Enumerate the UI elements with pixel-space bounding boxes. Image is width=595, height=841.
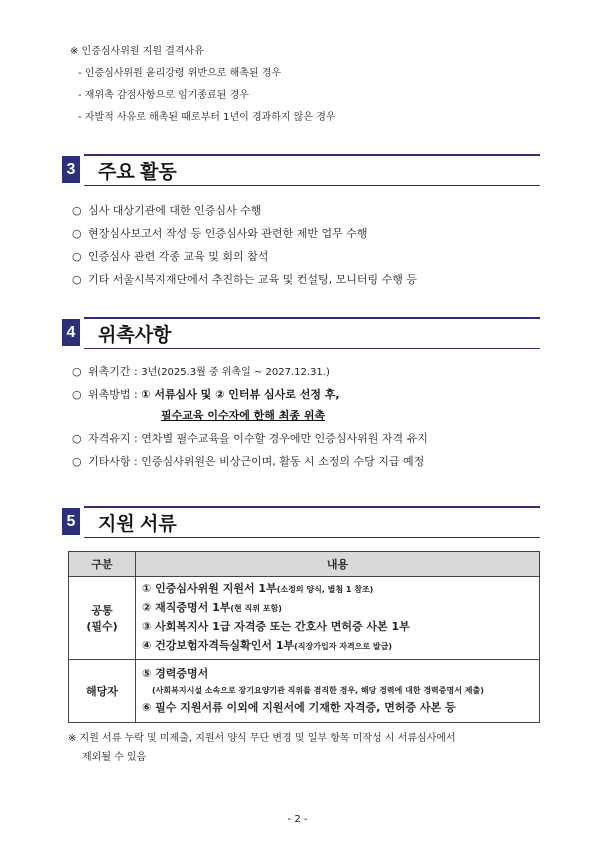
divider bbox=[84, 154, 540, 156]
document-item: ① 인증심사위원 지원서 1부(소정의 양식, 별첨 1 참조) bbox=[142, 582, 374, 595]
notice-item: - 재위촉 감점사항으로 임기종료된 경우 bbox=[78, 90, 249, 101]
section-header-activities bbox=[62, 152, 540, 188]
divider bbox=[84, 317, 540, 319]
divider bbox=[84, 506, 540, 508]
footnote: ※ 지원 서류 누락 및 미제출, 지원서 양식 무단 변경 및 일부 항목 미작성 시 서류심사에서 제외될 수 있음 bbox=[68, 733, 456, 763]
appointment-period: ○ 위촉기간 : 3년(2025.3월 중 위촉일 ~ 2027.12.31.) bbox=[72, 365, 330, 378]
table-header-row bbox=[69, 552, 540, 577]
notice-item: - 인증심사위원 윤리강령 위반으로 해촉된 경우 bbox=[78, 68, 282, 79]
section-title: 지원 서류 bbox=[98, 514, 177, 535]
section-number: 5 bbox=[62, 508, 80, 535]
table-row bbox=[69, 660, 540, 723]
documents-table bbox=[68, 551, 540, 723]
section-title: 위촉사항 bbox=[98, 325, 172, 346]
list-item: ○ 심사 대상기관에 대한 인증심사 수행 bbox=[72, 204, 262, 217]
divider bbox=[84, 185, 540, 186]
column-header: 내용 bbox=[136, 552, 540, 577]
section-number: 4 bbox=[62, 319, 80, 346]
notice-item: - 자발적 사유로 해촉된 때로부터 1년이 경과하지 않은 경우 bbox=[78, 112, 336, 123]
page-number: - 2 - bbox=[287, 814, 308, 825]
document-item: ② 재직증명서 1부(현 직위 포함) bbox=[142, 601, 282, 614]
appointment-method: ○ 위촉방법 : ① 서류심사 및 ② 인터뷰 심사로 선정 후, bbox=[72, 388, 340, 401]
document-item: ③ 사회복지사 1급 자격증 또는 간호사 면허증 사본 1부 bbox=[142, 620, 410, 633]
column-header: 구분 bbox=[69, 552, 136, 577]
list-item: ○ 기타 서울시복지재단에서 추진하는 교육 및 컨설팅, 모니터링 수행 등 bbox=[72, 273, 417, 286]
document-item: ⑥ 필수 지원서류 이외에 지원서에 기재한 자격증, 면허증 사본 등 bbox=[142, 701, 456, 714]
divider bbox=[84, 537, 540, 538]
list-item: ○ 인증심사 관련 각종 교육 및 회의 참석 bbox=[72, 250, 269, 263]
content-cell bbox=[136, 577, 540, 660]
document-item: ⑤ 경력증명서 bbox=[142, 667, 209, 680]
qualification-maintain: ○ 자격유지 : 연차별 필수교육을 이수할 경우에만 인증심사위원 자격 유지 bbox=[72, 432, 428, 445]
category-cell: 해당자 bbox=[69, 660, 136, 723]
section-header-documents bbox=[62, 504, 540, 540]
section-header-appointment bbox=[62, 315, 540, 351]
list-item: ○ 현장심사보고서 작성 등 인증심사와 관련한 제반 업무 수행 bbox=[72, 227, 368, 240]
section-number: 3 bbox=[62, 156, 80, 183]
document-item: ④ 건강보험자격득실확인서 1부(직장가입자 자격으로 발급) bbox=[142, 639, 393, 652]
other-notes: ○ 기타사항 : 인증심사위원은 비상근이며, 활동 시 소정의 수당 지급 예정 bbox=[72, 455, 425, 468]
content-cell bbox=[136, 660, 540, 723]
appointment-method-cont: 필수교육 이수자에 한해 최종 위촉 bbox=[161, 409, 326, 422]
category-cell: 공통 (필수) bbox=[69, 577, 136, 660]
section-title: 주요 활동 bbox=[98, 162, 177, 183]
table-row bbox=[69, 577, 540, 660]
notice-title: ※ 인증심사위원 지원 결격사유 bbox=[70, 46, 204, 57]
document-item-note: (사회복지시설 소속으로 장기요양기관 직위를 겸직한 경우, 해당 경력에 대한 경력증명서 제출) bbox=[152, 686, 484, 695]
divider bbox=[84, 348, 540, 349]
